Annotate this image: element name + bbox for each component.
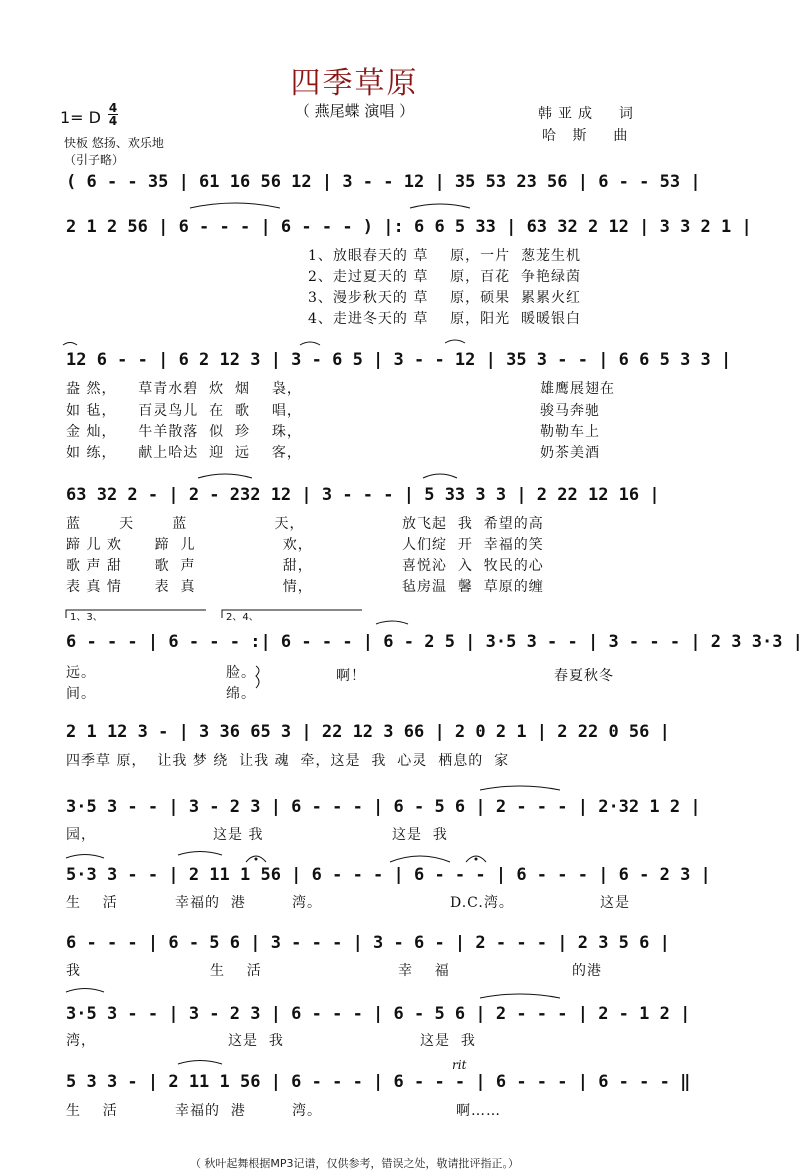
slur — [63, 343, 77, 346]
verse-1-line-c-right: 放飞起 我 希望的高 — [402, 516, 544, 532]
volta-1-label: 1、3、 — [70, 612, 103, 623]
fermata-icon — [466, 856, 486, 862]
page-title: 四季草原 — [290, 66, 419, 101]
line9-lyric-4: 的港 — [572, 963, 602, 979]
slur — [480, 786, 560, 790]
slur — [190, 203, 280, 208]
brace — [256, 666, 259, 688]
fermata-icon — [246, 856, 266, 862]
verse-3-line-b-right: 勒勒车上 — [540, 424, 600, 440]
verse-2-line-a: 2、走过夏天的 草 原，百花 争艳绿茵 — [308, 269, 582, 285]
line9-lyric-3: 幸 福 — [398, 963, 450, 979]
notation-line-4: 63 32 2 - | 2 - 232 12 | 3 - - - | 5 33 3 3 | 2 22 12 16 | — [66, 485, 660, 505]
slur — [410, 204, 470, 208]
key-signature: 1= D — [60, 108, 101, 127]
line5-lyric-4: 春夏秋冬 — [554, 668, 614, 684]
verse-4-line-c: 表 真 情 表 真 情， — [66, 579, 313, 595]
line5-lyric-6: 绵。 — [226, 686, 256, 702]
line9-lyric-2: 生 活 — [210, 963, 262, 979]
time-signature — [108, 102, 118, 127]
line8-lyric-5: 这是 — [600, 895, 630, 911]
line11-lyric-4: 啊…… — [456, 1103, 501, 1119]
slur — [66, 855, 104, 859]
slur — [300, 342, 320, 345]
line8-lyric-4: D.C.湾。 — [450, 895, 514, 911]
verse-4-line-b-right: 奶茶美酒 — [540, 445, 600, 461]
slur — [66, 989, 104, 993]
slur — [445, 340, 465, 343]
slur — [423, 474, 457, 478]
line10-lyric-3: 这是 我 — [420, 1033, 476, 1049]
verse-4-line-a: 4、走进冬天的 草 原，阳光 暖暖银白 — [308, 311, 582, 327]
line5-lyric-1: 远。 — [66, 665, 96, 681]
tempo-marking: 快板 悠扬、欢乐地 — [64, 136, 164, 150]
line5-lyric-3: 啊！ — [336, 668, 366, 684]
verse-3-line-c-right: 喜悦沁 入 牧民的心 — [402, 558, 544, 574]
verse-2-line-c: 蹄 儿 欢 蹄 儿 欢， — [66, 537, 313, 553]
verse-2-line-c-right: 人们绽 开 幸福的笑 — [402, 537, 544, 553]
time-denominator: 4 — [108, 114, 118, 128]
line6-lyrics: 四季草 原， 让我 梦 绕 让我 魂 牵，这是 我 心灵 栖息的 家 — [66, 753, 510, 769]
volta-2-label: 2、4、 — [226, 612, 259, 623]
fermata-dot — [475, 858, 478, 861]
notation-line-3: 12 6 - - | 6 2 12 3 | 3 - 6 5 | 3 - - 12 | 35 3 - - | 6 6 5 3 3 | — [66, 350, 732, 370]
verse-3-line-a: 3、漫步秋天的 草 原，硕果 累累火红 — [308, 290, 582, 306]
notation-line-6: 2 1 12 3 - | 3 36 65 3 | 22 12 3 66 | 2 0 2 1 | 2 22 0 56 | — [66, 722, 670, 742]
verse-2-line-b-right: 骏马奔驰 — [540, 403, 600, 419]
line11-lyric-1: 生 活 — [66, 1103, 118, 1119]
notation-line-1: ( 6 - - 35 | 61 16 56 12 | 3 - - 12 | 35 53 23 56 | 6 - - 53 | — [66, 172, 701, 192]
notation-line-10: 3·5 3 - - | 3 - 2 3 | 6 - - - | 6 - 5 6 | 2 - - - | 2 - 1 2 | — [66, 1004, 691, 1024]
notation-line-2: 2 1 2 56 | 6 - - - | 6 - - - ) |: 6 6 5 33 | 63 32 2 12 | 3 3 2 1 | — [66, 217, 752, 237]
line8-lyric-3: 湾。 — [292, 895, 322, 911]
slur — [178, 852, 222, 856]
verse-2-line-b: 如 毡， 百灵鸟儿 在 歌 唱， — [66, 403, 302, 419]
line8-lyric-2: 幸福的 港 — [175, 895, 246, 911]
verse-1-line-b: 盎 然， 草青水碧 炊 烟 袅， — [66, 381, 302, 397]
line11-lyric-2: 幸福的 港 — [175, 1103, 246, 1119]
line7-lyric-2: 这是 我 — [213, 827, 264, 843]
slur — [178, 1061, 222, 1065]
notation-line-7: 3·5 3 - - | 3 - 2 3 | 6 - - - | 6 - 5 6 | 2 - - - | 2·32 1 2 | — [66, 797, 701, 817]
verse-4-line-b: 如 练， 献上哈达 迎 远 客， — [66, 445, 302, 461]
composer-credit: 哈 斯 曲 — [542, 128, 634, 144]
line11-lyric-3: 湾。 — [292, 1103, 322, 1119]
lyricist-credit: 韩亚成 词 — [538, 106, 639, 122]
line7-lyric-3: 这是 我 — [392, 827, 448, 843]
notation-line-9: 6 - - - | 6 - 5 6 | 3 - - - | 3 - 6 - | 2 - - - | 2 3 5 6 | — [66, 933, 670, 953]
line8-lyric-1: 生 活 — [66, 895, 118, 911]
intro-note: （引子略） — [64, 153, 125, 167]
line7-lyric-1: 园， — [66, 827, 96, 843]
verse-1-line-c: 蓝 天 蓝 天， — [66, 516, 305, 532]
notation-line-5: 6 - - - | 6 - - - :| 6 - - - | 6 - 2 5 | 3·5 3 - - | 3 - - - | 2 3 3·3 | — [66, 632, 803, 652]
fermata-dot — [255, 858, 258, 861]
line9-lyric-1: 我 — [66, 963, 81, 979]
slur — [376, 621, 408, 624]
line10-lyric-1: 湾， — [66, 1033, 96, 1049]
verse-3-line-b: 金 灿， 牛羊散落 似 珍 珠， — [66, 424, 302, 440]
transcription-note: （ 秋叶起舞根据MP3记谱，仅供参考，错误之处，敬请批评指正。） — [189, 1157, 520, 1170]
verse-3-line-c: 歌 声 甜 歌 声 甜， — [66, 558, 313, 574]
slur — [198, 474, 252, 478]
verse-1-line-a: 1、放眼春天的 草 原，一片 葱茏生机 — [308, 248, 582, 264]
slur — [390, 856, 450, 862]
line5-lyric-5: 间。 — [66, 686, 96, 702]
verse-1-line-b-right: 雄鹰展翅在 — [540, 381, 615, 397]
line5-lyric-2: 脸。 — [226, 665, 256, 681]
rit-marking: rit — [452, 1058, 467, 1072]
slur — [480, 994, 560, 998]
notation-line-11: 5 3 3 - | 2 11 1 56 | 6 - - - | 6 - - - | 6 - - - | 6 - - - ‖ — [66, 1072, 691, 1092]
time-numerator: 4 — [108, 101, 118, 115]
line10-lyric-2: 这是 我 — [228, 1033, 284, 1049]
notation-line-8: 5·3 3 - - | 2 11 1 56 | 6 - - - | 6 - - - | 6 - - - | 6 - 2 3 | — [66, 865, 711, 885]
singer-subtitle: （ 燕尾蝶 演唱 ） — [294, 102, 415, 120]
verse-4-line-c-right: 毡房温 馨 草原的缠 — [402, 579, 544, 595]
